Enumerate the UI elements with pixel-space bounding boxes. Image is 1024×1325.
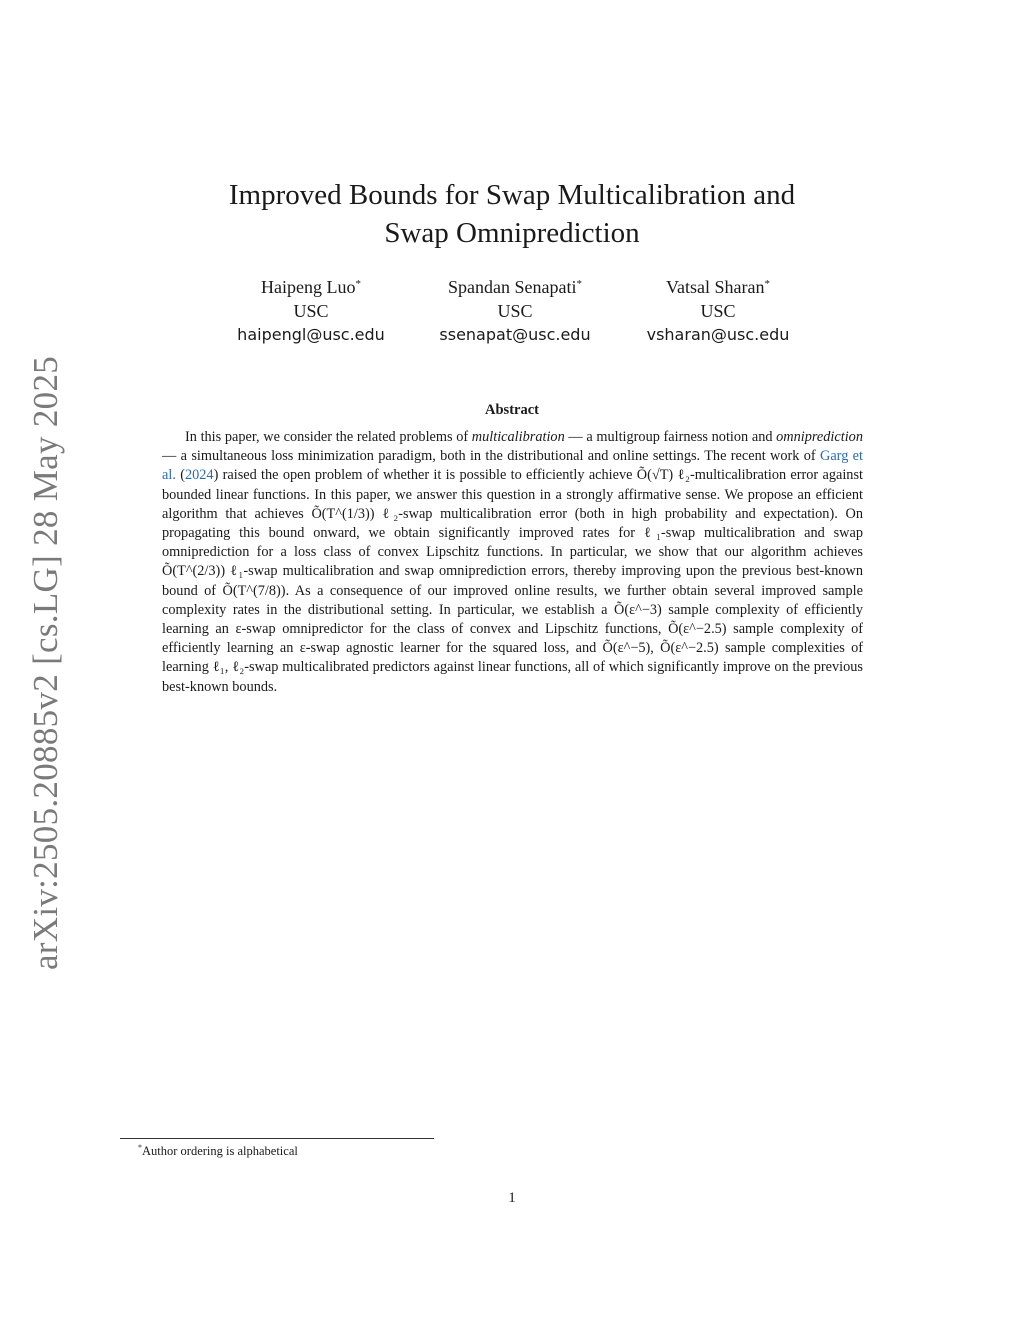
author-email[interactable]: haipengl@usc.edu: [237, 325, 385, 344]
citation-author-link[interactable]: Garg et al.: [162, 448, 863, 484]
author-affiliation: USC: [497, 301, 533, 321]
abstract-text-2: — a multigroup fairness notion and: [564, 429, 777, 445]
page-number: 1: [508, 1190, 516, 1206]
footnote-mark: *: [138, 1143, 142, 1152]
author-1: [237, 272, 385, 347]
citation-close: ): [213, 467, 219, 484]
abstract-emphasis-multicalibration: multicalibration: [471, 429, 565, 445]
author-email[interactable]: ssenapat@usc.edu: [439, 325, 591, 344]
citation-open: (: [175, 467, 185, 484]
abstract-body: [162, 428, 863, 697]
author-affiliation: USC: [700, 301, 736, 321]
author-name: Vatsal Sharan: [666, 277, 765, 297]
author-affiliation: USC: [293, 301, 329, 321]
author-mark: *: [764, 278, 770, 290]
author-name: Spandan Senapati: [448, 277, 577, 297]
author-mark: *: [355, 278, 361, 290]
abstract-heading: Abstract: [485, 402, 539, 418]
title-line-2: Swap Omniprediction: [384, 217, 640, 249]
author-mark: *: [576, 278, 582, 290]
citation-year-link[interactable]: 2024: [184, 467, 214, 484]
footnote-divider: [120, 1138, 434, 1139]
abstract-text-3: — a simultaneous loss minimization paradigm, both in the distributional and online settings. The recent work of: [162, 448, 821, 465]
author-3: [647, 272, 790, 347]
title-line-1: Improved Bounds for Swap Multicalibration and: [228, 179, 796, 211]
paper-title: [0, 176, 1024, 252]
footnote-text: Author ordering is alphabetical: [142, 1144, 298, 1158]
abstract-text-1: In this paper, we consider the related problems of: [185, 429, 472, 445]
author-email[interactable]: vsharan@usc.edu: [646, 325, 790, 344]
author-name: Haipeng Luo: [261, 277, 356, 297]
abstract-text-4: raised the open problem of whether it is possible to efficiently achieve Õ(√T) ℓ₂-multicalibration error against bounded linear functions. In this paper, we answer this question in a strongly affirmative sense. We propose an efficient algorithm that achieves Õ(T^(1/3)) ℓ₂-swap multicalibration error (both in high probability and expectation). On propagating this bound onward, we obtain significantly improved rates for ℓ₁-swap multicalibration and swap omniprediction for a loss class of convex Lipschitz functions. In particular, we show that our algorithm achieves Õ(T^(2/3)) ℓ₁-swap multicalibration and swap omniprediction errors, thereby improving upon the previous best-known bound of Õ(T^(7/8)). As a consequence of our improved online results, we further obtain several improved sample complexity rates in the distributional setting. In particular, we establish a Õ(ε^−3) sample complexity of efficiently learning an ε-swap omnipredictor for the class of convex and Lipschitz functions, Õ(ε^−2.5) sample complexity of efficiently learning an ε-swap agnostic learner for the squared loss, and Õ(ε^−5), Õ(ε^−2.5) sample complexities of learning ℓ₁, ℓ₂-swap multicalibrated predictors against linear functions, all of which significantly improve on the previous best-known bounds.: [162, 467, 863, 695]
abstract-emphasis-omniprediction: omniprediction: [776, 429, 863, 445]
arxiv-side-stamp: arXiv:2505.20885v2 [cs.LG] 28 May 2025: [26, 355, 65, 971]
author-2: [439, 272, 590, 347]
footnote: [138, 1143, 298, 1159]
